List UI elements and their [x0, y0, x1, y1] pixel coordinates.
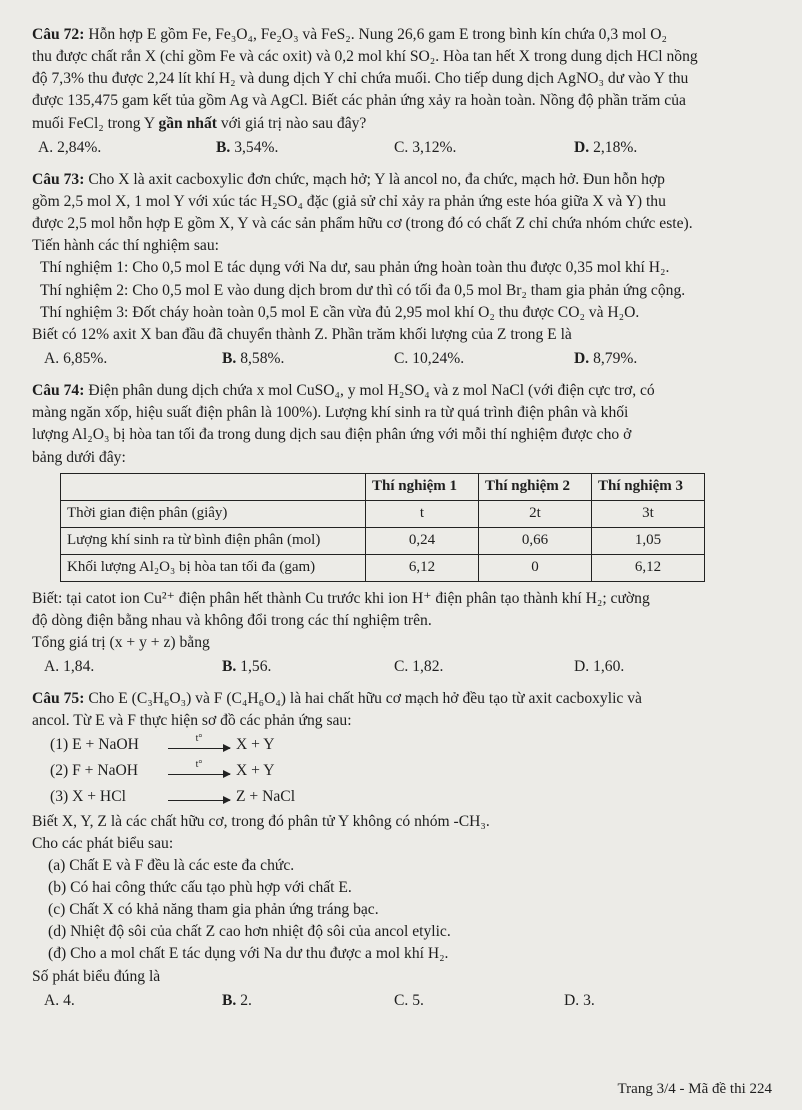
option-c[interactable]: C. 3,12%.: [394, 138, 457, 156]
question-number: Câu 73:: [32, 170, 85, 188]
experiment-1: Thí nghiệm 1: Cho 0,5 mol E tác dụng với Na dư, sau phản ứng hoàn toàn thu được 0,35 mol khí H₂.: [40, 259, 670, 277]
table-header: Thí nghiệm 2: [479, 473, 592, 500]
question-number: Câu 74:: [32, 382, 85, 400]
statement-dd: (đ) Cho a mol chất E tác dụng với Na dư thu được a mol khí H₂.: [48, 945, 449, 963]
option-a[interactable]: A. 6,85%.: [44, 349, 108, 367]
option-c[interactable]: C. 5.: [394, 991, 424, 1009]
table-header-row: [61, 473, 705, 500]
answer-options: [32, 137, 772, 159]
question-line: thu được chất rắn X (chỉ gồm Fe và các oxit) và 0,2 mol khí SO₂. Hòa tan hết X trong dung dịch HCl nồng: [32, 48, 698, 66]
question-line: màng ngăn xốp, hiệu suất điện phân là 100%). Lượng khí sinh ra từ quá trình điện phân và khối: [32, 404, 629, 422]
option-d[interactable]: D. 3.: [564, 991, 595, 1009]
table-cell: 6,12: [592, 554, 705, 581]
question-line: gồm 2,5 mol X, 1 mol Y với xúc tác H₂SO₄ đặc (giả sử chỉ xảy ra phản ứng este hóa giữa X và Y) thu: [32, 192, 666, 210]
reaction-arrow: t°: [168, 771, 230, 772]
question-line: Hỗn hợp E gồm Fe, Fe₃O₄, Fe₂O₃ và FeS₂. Nung 26,6 gam E trong bình kín chứa 0,3 mol O₂: [88, 26, 667, 43]
table-cell: Thời gian điện phân (giây): [61, 500, 366, 527]
table-header: Thí nghiệm 1: [366, 473, 479, 500]
question-line: Tổng giá trị (x + y + z) bằng: [32, 633, 210, 651]
question-line: Điện phân dung dịch chứa x mol CuSO₄, y mol H₂SO₄ và z mol NaCl (với điện cực trơ, có: [88, 382, 655, 400]
answer-options: [32, 348, 772, 370]
question-line: Số phát biểu đúng là: [32, 967, 161, 985]
question-line: Cho các phát biểu sau:: [32, 834, 174, 852]
option-b[interactable]: B. 3,54%.: [216, 138, 279, 156]
option-b[interactable]: B. 1,56.: [222, 658, 272, 676]
experiment-2: Thí nghiệm 2: Cho 0,5 mol E vào dung dịch brom dư thì có tối đa 0,5 mol Br₂ tham gia phản ứng cộng.: [40, 281, 686, 299]
question-number: Câu 72:: [32, 26, 85, 43]
question-line: ancol. Từ E và F thực hiện sơ đồ các phản ứng sau:: [32, 712, 352, 730]
table-cell: Lượng khí sinh ra từ bình điện phân (mol): [61, 527, 366, 554]
reaction-arrow: t°: [168, 745, 230, 746]
question-line: Biết X, Y, Z là các chất hữu cơ, trong đó phân tử Y không có nhóm -CH₃.: [32, 812, 490, 830]
reaction-arrow: [168, 797, 230, 798]
question-line: được 135,475 gam kết tủa gồm Ag và AgCl. Biết các phản ứng xảy ra hoàn toàn. Nồng độ phần trăm của: [32, 92, 686, 110]
table-cell: 6,12: [366, 554, 479, 581]
option-a[interactable]: A. 2,84%.: [38, 138, 102, 156]
reaction-3: (3) X + HCl Z + NaCl: [50, 788, 296, 806]
option-b[interactable]: B. 8,58%.: [222, 349, 285, 367]
table-cell: t: [366, 500, 479, 527]
table-cell: 0,66: [479, 527, 592, 554]
statement-c: (c) Chất X có khả năng tham gia phản ứng tráng bạc.: [48, 901, 379, 919]
question-line: lượng Al₂O₃ bị hòa tan tối đa trong dung dịch sau điện phân ứng với mỗi thí nghiệm được cho ở: [32, 426, 632, 444]
option-a[interactable]: A. 4.: [44, 991, 75, 1009]
reaction-1: (1) E + NaOH t° X + Y: [50, 733, 275, 754]
option-d[interactable]: D. 1,60.: [574, 658, 625, 676]
experiment-3: Thí nghiệm 3: Đốt cháy hoàn toàn 0,5 mol E cần vừa đủ 2,95 mol khí O₂ thu được CO₂ và H₂O.: [40, 303, 640, 321]
table-cell: 2t: [479, 500, 592, 527]
option-c[interactable]: C. 1,82.: [394, 658, 444, 676]
note-line: Biết: tại catot ion Cu²⁺ điện phân hết thành Cu trước khi ion H⁺ điện phân tạo thành khí H₂; cường: [32, 589, 650, 607]
option-b[interactable]: B. 2.: [222, 991, 252, 1009]
question-line: được 2,5 mol hỗn hợp E gồm X, Y và các sản phẩm hữu cơ (trong đó có chất Z chỉ chứa nhóm chức este).: [32, 215, 693, 233]
statement-d: (d) Nhiệt độ sôi của chất Z cao hơn nhiệt độ sôi của ancol etylic.: [48, 923, 451, 941]
statement-a: (a) Chất E và F đều là các este đa chức.: [48, 856, 295, 874]
question-72: Câu 72: Hỗn hợp E gồm Fe, Fe₃O₄, Fe₂O₃ và FeS₂. Nung 26,6 gam E trong bình kín chứa 0,3 mol O₂ thu được chất rắn X (chỉ gồm Fe và các oxit) và 0,2 mol khí SO₂. Hòa tan hết X trong dung dịch HCl nồng độ 7,3% thu được 2,24 lít khí H₂ và dung dịch Y chỉ chứa muối. Cho tiếp dung dịch AgNO₃ dư vào Y thu được 135,475 gam kết tủa gồm Ag và AgCl. Biết các phản ứng xảy ra hoàn toàn. Nồng độ phần trăm của muối FeCl₂ trong Y gần nhất với giá trị nào sau đây? A. 2,84%. B. 3,54%. C. 3,12%. D. 2,18%.: [32, 24, 772, 159]
question-line: bảng dưới đây:: [32, 448, 126, 466]
question-number: Câu 75:: [32, 690, 85, 708]
table-row: [61, 554, 705, 581]
statement-b: (b) Có hai công thức cấu tạo phù hợp với chất E.: [48, 878, 352, 896]
table-cell: 0: [479, 554, 592, 581]
table-cell: 0,24: [366, 527, 479, 554]
option-d[interactable]: D. 2,18%.: [574, 138, 638, 156]
table-header: Thí nghiệm 3: [592, 473, 705, 500]
emphasis: gần nhất: [158, 114, 217, 132]
question-73: [32, 169, 772, 370]
question-line: Biết có 12% axit X ban đầu đã chuyển thành Z. Phần trăm khối lượng của Z trong E là: [32, 325, 572, 343]
option-d[interactable]: D. 8,79%.: [574, 349, 638, 367]
question-74: [32, 380, 772, 678]
table-row: [61, 527, 705, 554]
question-line: Tiến hành các thí nghiệm sau:: [32, 237, 219, 255]
answer-options: [32, 656, 772, 678]
table-cell: 3t: [592, 500, 705, 527]
reaction-2: (2) F + NaOH t° X + Y: [50, 759, 275, 780]
question-line: Cho E (C₃H₆O₃) và F (C₄H₆O₄) là hai chất hữu cơ mạch hở đều tạo từ axit cacboxylic và: [88, 690, 642, 708]
question-line: độ 7,3% thu được 2,24 lít khí H₂ và dung dịch Y chỉ chứa muối. Cho tiếp dung dịch AgNO₃ dư vào Y thu: [32, 70, 689, 88]
option-c[interactable]: C. 10,24%.: [394, 349, 465, 367]
answer-options: [32, 990, 772, 1012]
table-cell: 1,05: [592, 527, 705, 554]
table-header: [61, 473, 366, 500]
question-line: Cho X là axit cacboxylic đơn chức, mạch hở; Y là ancol no, đa chức, mạch hở. Đun hỗn hợp: [88, 170, 665, 188]
electrolysis-table: [60, 473, 705, 582]
question-75: [32, 688, 772, 1012]
page-footer: Trang 3/4 - Mã đề thi 224: [617, 1080, 772, 1097]
option-a[interactable]: A. 1,84.: [44, 658, 95, 676]
note-line: độ dòng điện bằng nhau và không đổi trong các thí nghiệm trên.: [32, 611, 432, 629]
table-cell: Khối lượng Al₂O₃ bị hòa tan tối đa (gam): [61, 554, 366, 581]
table-row: [61, 500, 705, 527]
